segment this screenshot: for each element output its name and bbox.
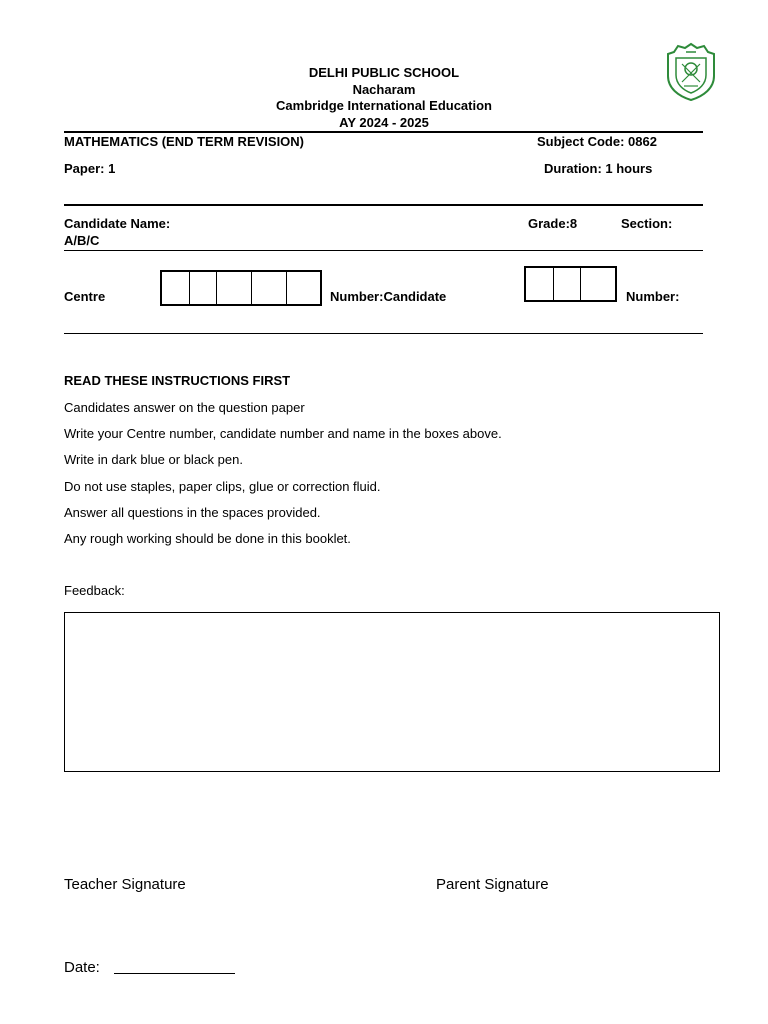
academic-year: AY 2024 - 2025	[339, 115, 429, 130]
candidate-number-box[interactable]	[554, 268, 581, 300]
date-label: Date:	[64, 959, 100, 976]
feedback-label: Feedback:	[64, 583, 125, 598]
paper-number: Paper: 1	[64, 161, 116, 176]
centre-number-box[interactable]	[162, 272, 190, 304]
parent-signature-label: Parent Signature	[436, 876, 549, 893]
divider-numbers	[64, 333, 703, 334]
grade-label: Grade:8	[528, 216, 578, 231]
number-candidate-label: Number:Candidate	[330, 289, 447, 304]
centre-label: Centre	[64, 289, 106, 304]
school-name: DELHI PUBLIC SCHOOL	[308, 65, 460, 80]
instruction-item: Do not use staples, paper clips, glue or correction fluid.	[64, 479, 381, 494]
instruction-item: Write in dark blue or black pen.	[64, 452, 243, 467]
date-line[interactable]	[114, 973, 235, 974]
duration: Duration: 1 hours	[544, 161, 653, 176]
instruction-item: Candidates answer on the question paper	[64, 400, 305, 415]
instructions-heading: READ THESE INSTRUCTIONS FIRST	[64, 373, 291, 388]
school-crest-icon	[664, 42, 718, 102]
section-values: A/B/C	[64, 233, 100, 248]
divider-exam	[64, 204, 703, 206]
section-label: Section:	[621, 216, 673, 231]
candidate-number-boxes[interactable]	[524, 266, 617, 302]
candidate-name-label: Candidate Name:	[64, 216, 171, 231]
centre-number-box[interactable]	[190, 272, 217, 304]
instruction-item: Answer all questions in the spaces provided.	[64, 505, 321, 520]
centre-number-boxes[interactable]	[160, 270, 322, 306]
candidate-number-box[interactable]	[526, 268, 554, 300]
candidate-number-box[interactable]	[581, 268, 615, 300]
teacher-signature-label: Teacher Signature	[64, 876, 186, 893]
school-location: Nacharam	[352, 82, 416, 97]
program-name: Cambridge International Education	[276, 98, 492, 113]
centre-number-box[interactable]	[252, 272, 287, 304]
divider-candidate	[64, 250, 703, 251]
divider-top	[64, 131, 703, 133]
centre-number-box[interactable]	[287, 272, 320, 304]
number-label: Number:	[626, 289, 680, 304]
centre-number-box[interactable]	[217, 272, 252, 304]
instruction-item: Any rough working should be done in this booklet.	[64, 531, 351, 546]
instruction-item: Write your Centre number, candidate number and name in the boxes above.	[64, 426, 502, 441]
subject-code: Subject Code: 0862	[537, 134, 657, 149]
subject-title: MATHEMATICS (END TERM REVISION)	[64, 134, 305, 149]
feedback-box[interactable]	[64, 612, 720, 772]
